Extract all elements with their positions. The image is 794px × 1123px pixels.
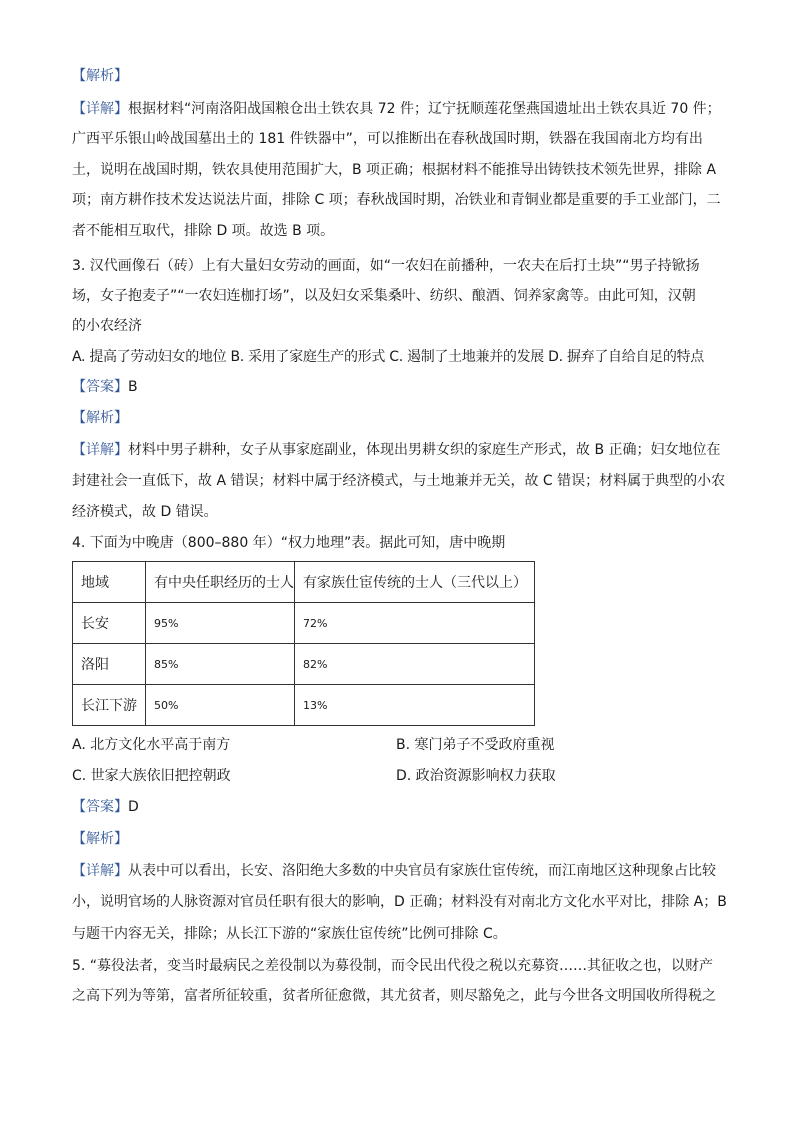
detail-label: 【详解】	[72, 101, 128, 117]
answer-line	[72, 377, 732, 397]
table-cell-region: 长安	[73, 603, 146, 644]
table-cell-value: 13%	[295, 685, 535, 726]
table-header-cell: 有家族仕宦传统的士人（三代以上）	[295, 562, 535, 603]
detail-paragraph-line	[72, 99, 732, 119]
analysis-label: 【解析】	[72, 68, 128, 84]
detail-paragraph-line	[72, 861, 732, 881]
answer-value: B	[128, 379, 138, 395]
analysis-label: 【解析】	[72, 831, 128, 847]
analysis-label: 【解析】	[72, 410, 128, 426]
answer-value: D	[128, 799, 139, 815]
answer-label: 【答案】	[72, 799, 128, 815]
question-3-options: A. 提高了劳动妇女的地位 B. 采用了家庭生产的形式 C. 遏制了土地兼并的发展 D. 摒弃了自给自足的特点	[72, 349, 704, 365]
detail-paragraph-line: 项；南方耕作技术发达说法片面，排除 C 项；春秋战国时期，冶铁业和青铜业都是重要的手工业部门，二	[72, 192, 721, 208]
option-c: C. 世家大族依旧把控朝政	[72, 768, 231, 784]
option-d: D. 政治资源影响权力获取	[396, 768, 556, 784]
table-cell-value: 95%	[146, 603, 295, 644]
detail-paragraph-line: 小，说明官场的人脉资源对官员任职有很大的影响，D 正确；材料没有对南北方文化水平对比，排除 A；B	[72, 894, 727, 910]
table-header-row	[73, 562, 535, 603]
question-3-stem: 的小农经济	[72, 318, 142, 334]
table-row	[73, 644, 535, 685]
option-a: A. 北方文化水平高于南方	[72, 737, 231, 753]
detail-paragraph-line	[72, 440, 732, 460]
table-header-cell: 有中央任职经历的士人	[146, 562, 295, 603]
table-cell-value: 72%	[295, 603, 535, 644]
detail-text: 材料中男子耕种，女子从事家庭副业，体现出男耕女织的家庭生产形式，故 B 正确；妇女地位在	[128, 442, 721, 458]
detail-paragraph-line: 封建社会一直低下，故 A 错误；材料中属于经济模式，与土地兼并无关，故 C 错误；材料属于典型的小农	[72, 473, 726, 489]
question-3-stem: 场，女子抱麦子”“一农妇连枷打场”，以及妇女采集桑叶、纺织、酿酒、饲养家禽等。由此可知，汉朝	[72, 288, 696, 304]
question-3-stem: 3. 汉代画像石（砖）上有大量妇女劳动的画面，如“一农妇在前播种，一农夫在后打土块”“男子持锨扬	[72, 258, 700, 274]
detail-paragraph-line: 广西平乐银山岭战国墓出土的 181 件铁器中”，可以推断出在春秋战国时期，铁器在我国南北方均有出	[72, 131, 703, 147]
question-5-stem: 5. “募役法者，变当时最病民之差役制以为募役制，而令民出代役之税以充募资……其征收之也，以财产	[72, 958, 714, 974]
table-cell-value: 85%	[146, 644, 295, 685]
table-cell-region: 洛阳	[73, 644, 146, 685]
table-cell-region: 长江下游	[73, 685, 146, 726]
power-geography-table	[72, 561, 535, 726]
option-b: B. 寒门弟子不受政府重视	[396, 737, 555, 753]
detail-paragraph-line: 与题干内容无关，排除；从长江下游的“家族仕宦传统”比例可排除 C。	[72, 926, 507, 942]
table-row	[73, 603, 535, 644]
detail-label: 【详解】	[72, 442, 128, 458]
answer-line	[72, 797, 732, 817]
detail-text: 从表中可以看出，长安、洛阳绝大多数的中央官员有家族仕宦传统，而江南地区这种现象占比较	[128, 863, 716, 879]
table-cell-value: 50%	[146, 685, 295, 726]
detail-paragraph-line: 者不能相互取代，排除 D 项。故选 B 项。	[72, 223, 335, 239]
question-5-stem: 之高下列为等第，富者所征较重，贫者所征愈微，其尤贫者，则尽豁免之，此与今世各文明国收所得税之	[72, 988, 716, 1004]
detail-label: 【详解】	[72, 863, 128, 879]
table-row	[73, 685, 535, 726]
detail-text: 根据材料“河南洛阳战国粮仓出土铁农具 72 件；辽宁抚顺莲花堡燕国遗址出土铁农具近 70 件；	[128, 101, 721, 117]
table-header-cell: 地域	[73, 562, 146, 603]
detail-paragraph-line: 经济模式，故 D 错误。	[72, 504, 218, 520]
answer-label: 【答案】	[72, 379, 128, 395]
detail-paragraph-line: 土，说明在战国时期，铁农具使用范围扩大，B 项正确；根据材料不能推导出铸铁技术领先世界，排除 A	[72, 162, 717, 178]
table-cell-value: 82%	[295, 644, 535, 685]
question-4-stem: 4. 下面为中晚唐（800–880 年）“权力地理”表。据此可知，唐中晚期	[72, 535, 506, 551]
